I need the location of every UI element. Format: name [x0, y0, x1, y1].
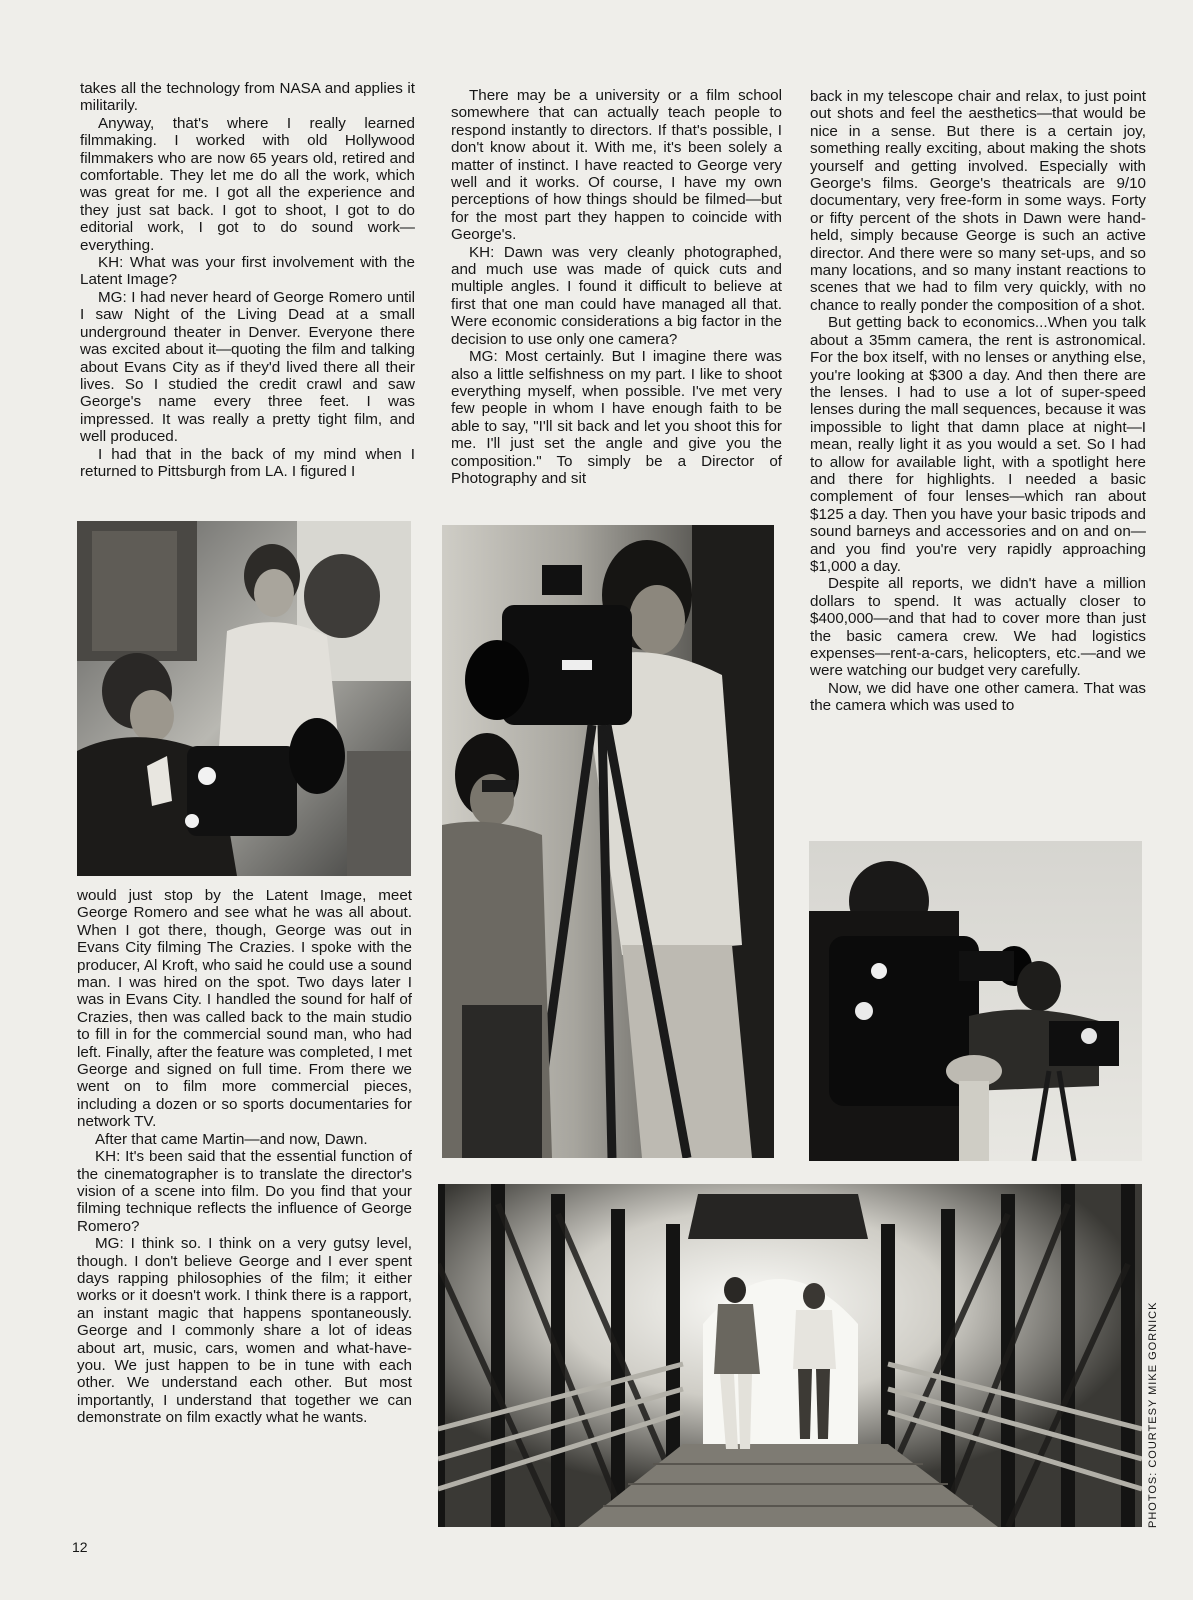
paragraph: Despite all reports, we didn't have a million dollars to spend. It was actually closer to $400,000—and that had to cover more than just the basic camera crew. We had logistics expenses—rent-a-cars, helicopters, etc.—and we were watching our budget very carefully. — [810, 575, 1146, 680]
paragraph: After that came Martin—and now, Dawn. — [95, 1130, 368, 1148]
paragraph: takes all the technology from NASA and applies it militarily. — [80, 80, 415, 115]
paragraph: Now, we did have one other camera. That was the camera which was used to — [810, 679, 1146, 715]
paragraph: There may be a university or a film school somewhere that can actually teach people to respond instantly to directors. If that's possible, I don't know about it. With me, it's been solely a matter of instinct. I have reacted to George very well and it works. Of course, I have my own perceptions of how things should be filmed—but for the most part they happen to coincide with George's. — [451, 87, 782, 244]
photo-crew-with-camera — [77, 521, 411, 876]
photo-two-cameras-image — [809, 841, 1142, 1161]
column1-top-text — [80, 80, 415, 480]
paragraph: would just stop by the Latent Image, meet George Romero and see what he was all about. When I got there, though, George was out in Evans City filming The Crazies. I spoke with the producer, Al Kroft, who said he could use a sound man. I was hired on the spot. Two days later I was in Evans City. I handled the sound for half of Crazies, then was called back to the main studio to fill in for the commercial sound man, who had left. Finally, after the feature was completed, I met George and signed on full time. From there we went on to film more commercial pieces, including a dozen or so sports documentaries for network TV. — [77, 887, 412, 1131]
paragraph: KH: It's been said that the essential function of the cinematographer is to translate the director's vision of a scene into film. Do you find that your filming technique reflects the influence of George Romero? — [77, 1148, 412, 1235]
paragraph: Anyway, that's where I really learned filmmaking. I worked with old Hollywood filmmakers who are now 65 years old, retired and comfortable. They let me do all the work, which was great for me. I got all the experience and they just sat back. I got to shoot, I got to do editorial work, I got to do sound work—everything. — [80, 114, 415, 254]
photo-two-cameras — [809, 841, 1142, 1161]
paragraph: MG: I had never heard of George Romero until I saw Night of the Living Dead at a small underground theater in Denver. Everyone there was excited about it—quoting the film and talking about Evans City as if they'd lived there all their lives. So I studied the credit crawl and saw George's name every three feet. I was impressed. It was really a pretty tight film, and well produced. — [80, 288, 415, 446]
paragraph: MG: Most certainly. But I imagine there was also a little selfishness on my part. I like to shoot everything myself, when possible. I've met very few people in whom I have enough faith to be able to say, "I'll sit back and let you shoot this for me. I'll just set the angle and give you the composition." To simply be a Director of Photography and sit — [451, 348, 782, 487]
photo-crew-with-camera-image — [77, 521, 411, 876]
photo-bridge-walk-image — [438, 1184, 1142, 1527]
column1-bottom-text — [77, 887, 412, 1427]
photo-cameraman-tripod — [442, 525, 774, 1158]
column3-top-text — [810, 88, 1146, 715]
photo-bridge-walk — [438, 1184, 1142, 1527]
paragraph: But getting back to economics...When you talk about a 35mm camera, the rent is astronomical. For the box itself, with no lenses or anything else, you're looking at $300 a day. And then there are the lenses. I had to use a lot of super-speed lenses during the mall sequences, because it was impossible to light that damn place at night—I mean, really light it as you would a set. So I had to allow for available light, with a spotlight here and there for highlights. I needed a basic complement of four lenses—which ran about $125 a day. Then you have your basic tripods and sound barneys and accessories and on and on—and you find you're very rapidly approaching $1,000 a day. — [810, 314, 1146, 575]
photo-cameraman-tripod-image — [442, 525, 774, 1158]
paragraph: MG: I think so. I think on a very gutsy level, though. I don't believe George and I ever spent days rapping philosophies of the film; it either works or it doesn't work. I think there is a rapport, an instant magic that happens spontaneously. George and I commonly share a lot of ideas about art, music, cars, women and what-have-you. We just happen to be in tune with each other. We understand each other. But most importantly, I understand that together we can demonstrate on film exactly what he wants. — [77, 1235, 412, 1427]
paragraph: back in my telescope chair and relax, to just point out shots and feel the aesthetics—that would be nice in a sense. But there is a certain joy, something really exciting, about making the shots yourself and getting involved. Especially with George's films. George's theatricals are 9/10 documentary, very free-form in some ways. Forty or fifty percent of the shots in Dawn were hand-held, simply because George is such an active director. And there were so many set-ups, and so many locations, and so many instant reactions to scenes that we had to film very quickly, with no chance to really ponder the composition of a shot. — [810, 88, 1146, 314]
photo-credit: PHOTOS: COURTESY MIKE GORNICK — [1147, 1301, 1159, 1528]
paragraph: KH: What was your first involvement with the Latent Image? — [80, 254, 415, 289]
paragraph: I had that in the back of my mind when I returned to Pittsburgh from LA. I figured I — [80, 445, 415, 480]
page-number: 12 — [72, 1539, 88, 1555]
paragraph: KH: Dawn was very cleanly photographed, and much use was made of quick cuts and multiple angles. I found it difficult to believe at first that one man could have managed all that. Were economic considerations a big factor in the decision to use only one camera? — [451, 243, 782, 348]
column2-top-text — [451, 87, 782, 487]
